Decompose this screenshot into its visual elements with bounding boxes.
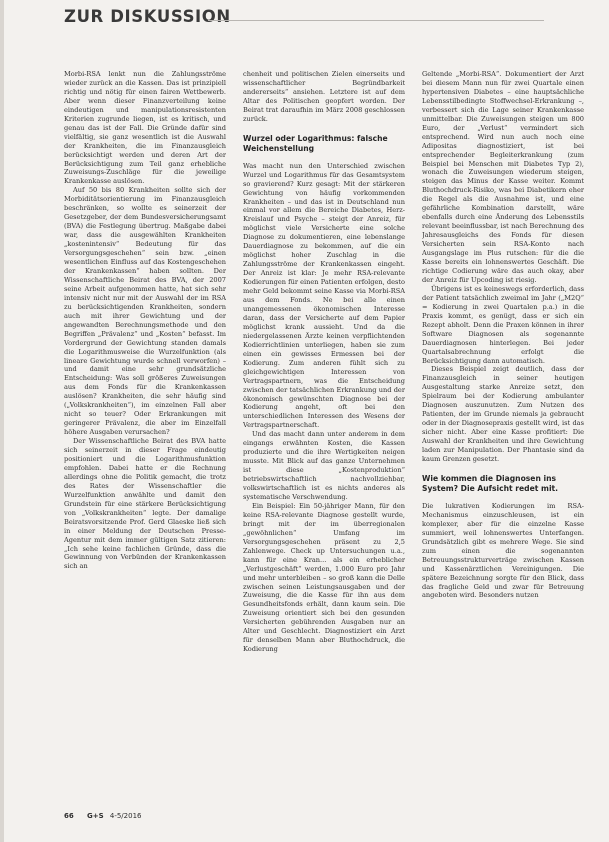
page-number: 66 <box>64 812 74 820</box>
page-footer <box>64 812 141 820</box>
subheading: Wurzel oder Logarithmus: falsche Weichenstellung <box>243 133 388 153</box>
body-paragraph: Übrigens ist es keineswegs erforderlich, dass der Patient tatsächlich zweimal im Jahr („M2Q“ = Kodierung in zwei Quartalen p.a.) in die Praxis kommt, es genügt, dass er sich ein Rezept abholt. Denn die Praxen können in ihrer Software Diagnosen als sogenannte Dauerdiagnosen hinterlegen. Bei jeder Quartalsabrechnung erfolgt die Berücksichtigung dann automatisch. <box>422 284 584 365</box>
body-paragraph: Die lukrativen Kodierungen im RSA-Mechanismus einzuschleusen, ist ein komplexer, aber für die einzelne Kasse summiert, weil lohnenswertes Unterfangen. Grundsätzlich gibt es mehrere Wege. Sie sind zum einen die sogenannten Betreuungsstrukturverträge zwischen Kassen und Kassenärztlichen Vereinigungen. Die spätere Bezeichnung sorgte für den Blick, dass das fragliche Geld und zwar für Betreuung angeboten wird. Besonders nutzen <box>422 501 584 600</box>
page-edge <box>0 0 4 842</box>
body-paragraph: Der Wissenschaftliche Beirat des BVA hatte sich seinerzeit in dieser Frage eindeutig positioniert und die Logarithmusfunktion empfohlen. Dabei hatte er die Rechnung allerdings ohne die Politik gemacht, die trotz des Rates der Wissenschaftler die Wurzelfunktion anwählte und damit den Grundstein für eine stärkere Berücksichtigung von „Volkskrankheiten“ legte. Der damalige Beiratsvorsitzende Prof. Gerd Glaeske ließ sich in einer Meldung der Deutschen Presse-Agentur mit dem immer gültigen Satz zitieren: „Ich sehe keine fachlichen Gründe, dass die Gewinnung von Verbünden der Krankenkassen sich an <box>64 437 226 571</box>
body-paragraph: Und das macht dann unter anderem in dem eingangs erwähnten Kosten, die Kassen produzierte und die ihre Wertigkeiten neigen musste. Mit Blick auf das ganze Unternehmen ist diese „Kostenproduktion“ betriebswirtschaftlich nachvollziehbar, volkswirtschaftlich ist es nichts anderes als systematische Verschwendung. <box>243 430 405 501</box>
text-column-1 <box>64 70 226 822</box>
text-column-3 <box>422 70 584 822</box>
body-paragraph: Ein Beispiel: Ein 50-jähriger Mann, für den keine RSA-relevante Diagnose gestellt wurde, bringt mit der im überregionalen „gewöhnlichen“ Umfang im Versorgungsgeschehen präsent zu 2,5 Zahlenwege. Check up Untersuchungen u.a., kann für eine Kran... als ein erheblicher „Verlustgeschäft“ werden, 1.000 Euro pro Jahr und mehr unterbleiben – so groß kann die Delle zwischen seinen Leistungsausgaben und der Zuweisung, die die Kasse für ihn aus dem Gesundheitsfonds erhält, dann kaum sein. Die Zuweisung orientiert sich bei den gesunden Versicherten gebührenden Ausgaben nur an Alter und Geschlecht. Diagnostiziert ein Arzt für denselben Mann aber Bluthochdruck, die Kodierung <box>243 501 405 654</box>
body-paragraph: Auf 50 bis 80 Krankheiten sollte sich der Morbiditätsorientierung im Finanzausgleich beschränken, so wollte es seinerzeit der Gesetzgeber, der dem Bundesversicherungsamt (BVA) die Festlegung übertrug. Maßgabe dabei war, dass die ausgewählten Krankheiten „kostenintensiv“ Bedeutung für das Versorgungsgeschehen“ sein bzw. „einen wesentlichen Einfluss auf das Kostengeschehen der Krankenkassen“ haben sollten. Der Wissenschaftliche Beirat des BVA, der 2007 seine Arbeit aufgenommen hatte, hat sich sehr intensiv nicht nur mit der Auswahl der im RSA zu berücksichtigenden Krankheiten, sondern auch mit ihrer Gewichtung und der angewandten Berechnungsmethode und den Begriffen „Prävalenz“ und „Kosten“ befasst. Im Vordergrund der Gewichtung standen damals die Logarithmusweise die Wurzelfunktion (als lineare Gewichtung wurde schnell verworfen) – und damit eine sehr grundsätzliche Entscheidung: Was soll größeres Zuweisungen aus dem Fonds für die Krankenkassen auslösen? Krankheiten, die sehr häufig sind („Volkskrankheiten“), im einzelnen Fall aber nicht so teuer? Oder Erkrankungen mit geringerer Prävalenz, die aber im Einzelfall höhere Ausgaben verursachen? <box>64 186 226 437</box>
subheading: Wie kommen die Diagnosen ins System? Die Aufsicht redet mit. <box>422 473 559 493</box>
section-title: ZUR DISKUSSION <box>64 7 231 26</box>
body-paragraph: Dieses Beispiel zeigt deutlich, dass der Finanzausgleich in seiner heutigen Ausgestaltung starke Anreize setzt, den Spielraum bei der Kodierung ambulanter Diagnosen auszunutzen. Zum Nutzen des Patienten, der im Grunde niemals ja gebraucht oder in der Diagnosepraxis gestellt wird, ist das sicher nicht. Aber eine Kasse profitiert: Die Auswahl der Krankheiten und ihre Gewichtung laden zur Manipulation. Der Phantasie sind da kaum Grenzen gesetzt. <box>422 365 584 463</box>
issue-number: 4-5/2016 <box>109 812 142 820</box>
body-paragraph: Geltende „Morbi-RSA“. Dokumentiert der Arzt bei diesem Mann nun für zwei Quartale einen hypertensiven Diabetes – eine hauptsächliche Lebensstilbedingte Stoffwechsel-Erkrankung –, verbessert sich die Lage seiner Krankenkasse unmittelbar. Die Zuweisungen steigen um 800 Euro, der „Verlust“ vermindert sich entsprechend. Wird nun auch noch eine Adipositas diagnostiziert, ist bei entsprechender Begleiterkrankung (zum Beispiel bei Menschen mit Diabetes Typ 2), wonach die Zuweisungen wiederum steigen, steigen das Minus der Kasse weiter. Kommt Bluthochdruck-Risiko, was bei Diabetikern eher die Regel als die Ausnahme ist, und eine gefährliche Kombination darstellt, wäre ebenfalls durch eine Änderung des Lebensstils relevant beeinflussbar, ist nach Berechnung des Jahresausgleichs des Fonds für diesen Versicherten sein RSA-Konto nach Ausgangslage im Plus rutschen: für die die Kasse bereits ein lohnenswertes Geschäft. Die richtige Codierung wäre das auch okay, aber der Anreiz für Upcoding ist riesig. <box>422 70 584 284</box>
magazine-name: G+S <box>86 812 104 820</box>
body-paragraph: Was macht nun den Unterschied zwischen Wurzel und Logarithmus für das Gesamtsystem so gravierend? Kurz gesagt: Mit der stärkeren Gewichtung von häufig vorkommenden Krankheiten – und das ist in Deutschland nun einmal vor allem die Bereiche Diabetes, Herz-Kreislauf und Psyche – steigt der Anreiz, für möglichst viele Versicherte eine solche Diagnose zu dokumentieren, eine lebenslange Dauerdiagnose zu bekommen, auf die ein möglichst hoher Zuschlag in die Zahlungsströme der Krankenkassen eingeht. Der Anreiz ist klar: Je mehr RSA-relevante Kodierungen für einen Patienten erfolgen, desto mehr Geld bekommt seine Kasse via Morbi-RSA aus dem Fonds. Ne bei alle einen unangemessenen ökonomischen Interesse daran, dass der Versicherte auf dem Papier möglichst krank aussieht. Und da die niedergelassenen Ärzte keinen verpflichtenden Kodierrichtlinien unterliegen, haben sie zum einen ein gewisses Ermessen bei der Kodierung. Zum anderen fühlt sich zu gleichgewichtigen Interessen von Vertragspartnern, was die Entscheidung zwischen der tatsächlichen Erkrankung und der ökonomisch gewünschten Diagnose bei der Kodierung angeht, oft bei den unterschiedlichen Interessen des Wesens der Vertragspartnerschaft. <box>243 161 405 430</box>
body-paragraph: Morbi-RSA lenkt nun die Zahlungsströme wieder zurück an die Kassen. Das ist prinzipiell richtig und nötig für einen fairen Wettbewerb. Aber wenn dieser Finanzverteilung keine eindeutigen und manipulationsresistenten Kriterien zugrunde liegen, ist es kritisch, und genau das ist der Fall. Die Gründe dafür sind vielfältig, sie ganz wesentlich ist die Auswahl der Krankheiten, die im Finanzausgleich berücksichtigt werden und deren Art der Berücksichtigung zum Teil ganz erhebliche Zuweisungs-Zuschläge für die jeweilige Krankenkasse auslösen. <box>64 70 226 186</box>
title-rule <box>208 20 544 21</box>
text-column-2 <box>243 70 405 822</box>
body-paragraph: chenheit und politischen Zielen einerseits und wissenschaftlicher Begründbarkeit andererseits“ ansiehen. Letztere ist auf dem Altar des Politischen geopfert worden. Der Beirat trat daraufhin im März 2008 geschlossen zurück. <box>243 70 405 123</box>
